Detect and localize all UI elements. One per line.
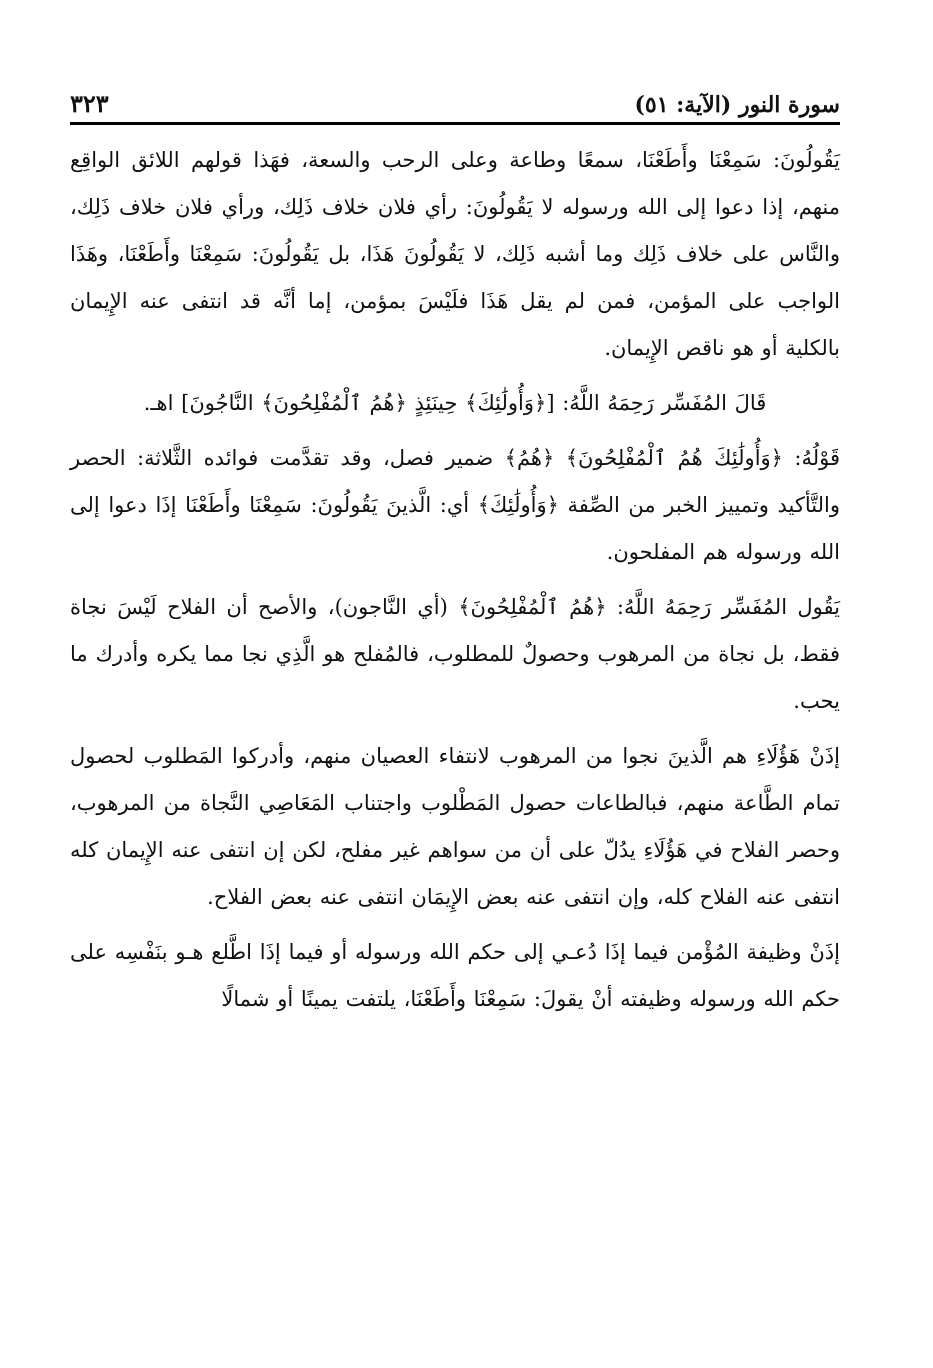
page-number: ٣٢٣: [70, 89, 109, 118]
paragraph-3: قَوْلُهُ: ﴿وَأُولَٰئِكَ هُمُ ٱلْمُفْلِحُونَ﴾ ﴿هُمُ﴾ ضمير فصل، وقد تقدَّمت فوائده الثَّلاثة: الحصر والتَّأكيد وتمييز الخبر من الصِّفة ﴿وَأُولَٰئِكَ﴾ أي: الَّذينَ يَقُولُونَ: سَمِعْنَا وأَطَعْنَا إذَا دعوا إلى الله ورسوله هم المفلحون.: [70, 446, 840, 564]
paragraph-2: قَالَ المُفَسِّر رَحِمَهُ اللَّهُ: [﴿وَأُولَٰئِكَ﴾ حِينَئِذٍ ﴿هُمُ ٱلْمُفْلِحُونَ﴾ النَّاجُونَ] اهـ.: [143, 391, 767, 415]
surah-title: سورة النور (الآية: ٥١): [634, 92, 840, 118]
page-header: [70, 80, 840, 125]
paragraph-5: إذَنْ هَؤُلَاءِ هم الَّذينَ نجوا من المرهوب لانتفاء العصيان منهم، وأدركوا المَطلوب لحصول تمام الطَّاعة منهم، فبالطاعات حصول المَطْلوب واجتناب المَعَاصِي النَّجاة من المرهوب، وحصر الفلاح في هَؤُلَاءِ يدُلّ على أن من سواهم غير مفلح، لكن إن انتفى عنه الإِيمان كله انتفى عنه الفلاح كله، وإن انتفى عنه بعض الإِيمَان انتفى عنه بعض الفلاح.: [70, 744, 840, 909]
paragraph-1: يَقُولُونَ: سَمِعْنَا وأَطَعْنَا، سمعًا وطاعة وعلى الرحب والسعة، فهَذا قولهم اللائق الواقِع منهم، إذا دعوا إلى الله ورسوله لا يَقُولُونَ: رأي فلان خلاف ذَلِك، ورأي فلان خلاف ذَلِك، والنَّاس على خلاف ذَلِك وما أشبه ذَلِك، لا يَقُولُونَ هَذَا، بل يَقُولُونَ: سَمِعْنَا وأَطَعْنَا، وهَذَا الواجب على المؤمن، فمن لم يقل هَذَا فلَيْسَ بمؤمن، إما أنَّه قد انتفى عنه الإِيمان بالكلية أو هو ناقص الإِيمان.: [70, 148, 840, 360]
paragraph-4: يَقُول المُفَسِّر رَحِمَهُ اللَّهُ: ﴿هُمُ ٱلْمُفْلِحُونَ﴾ (أي النَّاجون)، والأصح أن الفلاح لَيْسَ نجاة فقط، بل نجاة من المرهوب وحصولٌ للمطلوب، فالمُفلح هو الَّذِي نجا مما يكره وأدرك ما يحب.: [70, 595, 840, 713]
page-body: [70, 137, 840, 1023]
paragraph-6: إذَنْ وظيفة المُؤْمن فيما إذَا دُعـي إلى حكم الله ورسوله أو فيما إذَا اطَّلع هـو بنَفْسِه على حكم الله ورسوله وظيفته أنْ يقولَ: سَمِعْنَا وأَطَعْنَا، يلتفت يمينًا أو شمالًا: [70, 940, 840, 1011]
page: [70, 80, 840, 1031]
